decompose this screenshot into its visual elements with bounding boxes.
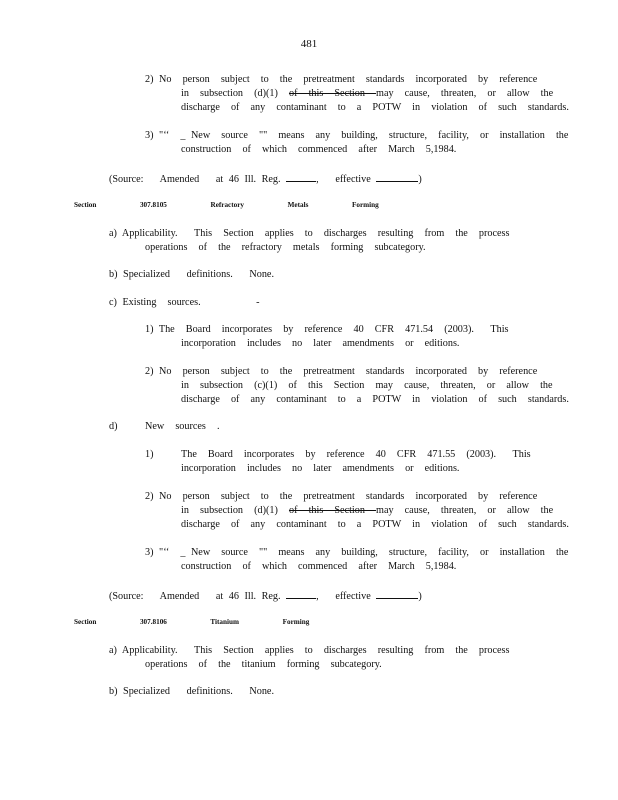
- page-number: 481: [300, 38, 318, 50]
- s8105-d3-line-2: construction of which commenced after March 5,1984.: [181, 561, 457, 572]
- s8105-d-label: d): [109, 421, 118, 432]
- struck-text: of this Section: [288, 88, 377, 99]
- struck-text: of this Section: [288, 505, 377, 516]
- s8105-d1-label: 1): [145, 449, 154, 460]
- source-note-8105: [109, 589, 422, 602]
- blank-reg-volume: [286, 589, 316, 599]
- s8105-c2-line-2: in subsection (c)(1) of this Section may cause, threaten, or allow the: [181, 380, 553, 391]
- item-2-line-2: [181, 88, 553, 99]
- blank-effective-date: [376, 172, 418, 182]
- section-heading-8105: Section 307.8105 Refractory Metals Forming: [74, 201, 379, 209]
- blank-reg-volume: [286, 172, 316, 182]
- s8106-a-line-2: operations of the titanium forming subcategory.: [145, 659, 382, 670]
- item-3-line-2: construction of which commenced after March 5,1984.: [181, 144, 457, 155]
- s8105-c2-line-1: 2) No person subject to the pretreatment standards incorporated by reference: [145, 366, 538, 377]
- item-2-line-1: 2) No person subject to the pretreatment standards incorporated by reference: [145, 74, 538, 85]
- item-2-line-2-text: in subsection (d)(1): [181, 88, 289, 99]
- source-note: [109, 172, 422, 185]
- s8105-d1-line-1: The Board incorporates by reference 40 CFR 471.55 (2003). This: [181, 449, 531, 460]
- s8105-d-text: New sources .: [145, 421, 220, 432]
- s8105-c1-line-1: 1) The Board incorporates by reference 40 CFR 471.54 (2003). This: [145, 324, 509, 335]
- source-note-close: ): [418, 174, 422, 185]
- s8105-d2-line-2: [181, 505, 553, 516]
- source-note-text: (Source: Amended at 46 Ill. Reg.: [109, 174, 281, 185]
- s8105-d2-line-3: discharge of any contaminant to a POTW in violation of such standards.: [181, 519, 569, 530]
- s8106-a-line-1: a) Applicability. This Section applies to discharges resulting from the process: [109, 645, 510, 656]
- section-heading-8106: Section 307.8106 Titanium Forming: [74, 618, 310, 626]
- item-2-line-2-rest: may cause, threaten, or allow the: [376, 88, 554, 99]
- source-note-effective: , effective: [316, 174, 371, 185]
- item-2-line-3: discharge of any contaminant to a POTW in violation of such standards.: [181, 102, 569, 113]
- s8105-a-line-1: a) Applicability. This Section applies to discharges resulting from the process: [109, 228, 510, 239]
- s8105-d2-line-1: 2) No person subject to the pretreatment standards incorporated by reference: [145, 491, 538, 502]
- s8105-c1-line-2: incorporation includes no later amendments or editions.: [181, 338, 460, 349]
- s8106-b: b) Specialized definitions. None.: [109, 686, 275, 697]
- s8105-d2-line-2-rest: may cause, threaten, or allow the: [376, 505, 554, 516]
- blank-effective-date: [376, 589, 418, 599]
- s8105-b: b) Specialized definitions. None.: [109, 269, 275, 280]
- s8105-c2-line-3: discharge of any contaminant to a POTW in violation of such standards.: [181, 394, 569, 405]
- s8105-c: c) Existing sources. -: [109, 297, 260, 308]
- s8105-d1-line-2: incorporation includes no later amendments or editions.: [181, 463, 460, 474]
- source-note-close: ): [418, 591, 422, 602]
- source-note-text: (Source: Amended at 46 Ill. Reg.: [109, 591, 281, 602]
- s8105-d3-line-1: 3) "‘‘ _ New source "" means any building, structure, facility, or installation the: [145, 547, 569, 558]
- item-3-line-1: 3) "‘‘ _ New source "" means any building, structure, facility, or installation the: [145, 130, 569, 141]
- s8105-d2-line-2-text: in subsection (d)(1): [181, 505, 289, 516]
- s8105-a-line-2: operations of the refractory metals forming subcategory.: [145, 242, 426, 253]
- source-note-effective: , effective: [316, 591, 371, 602]
